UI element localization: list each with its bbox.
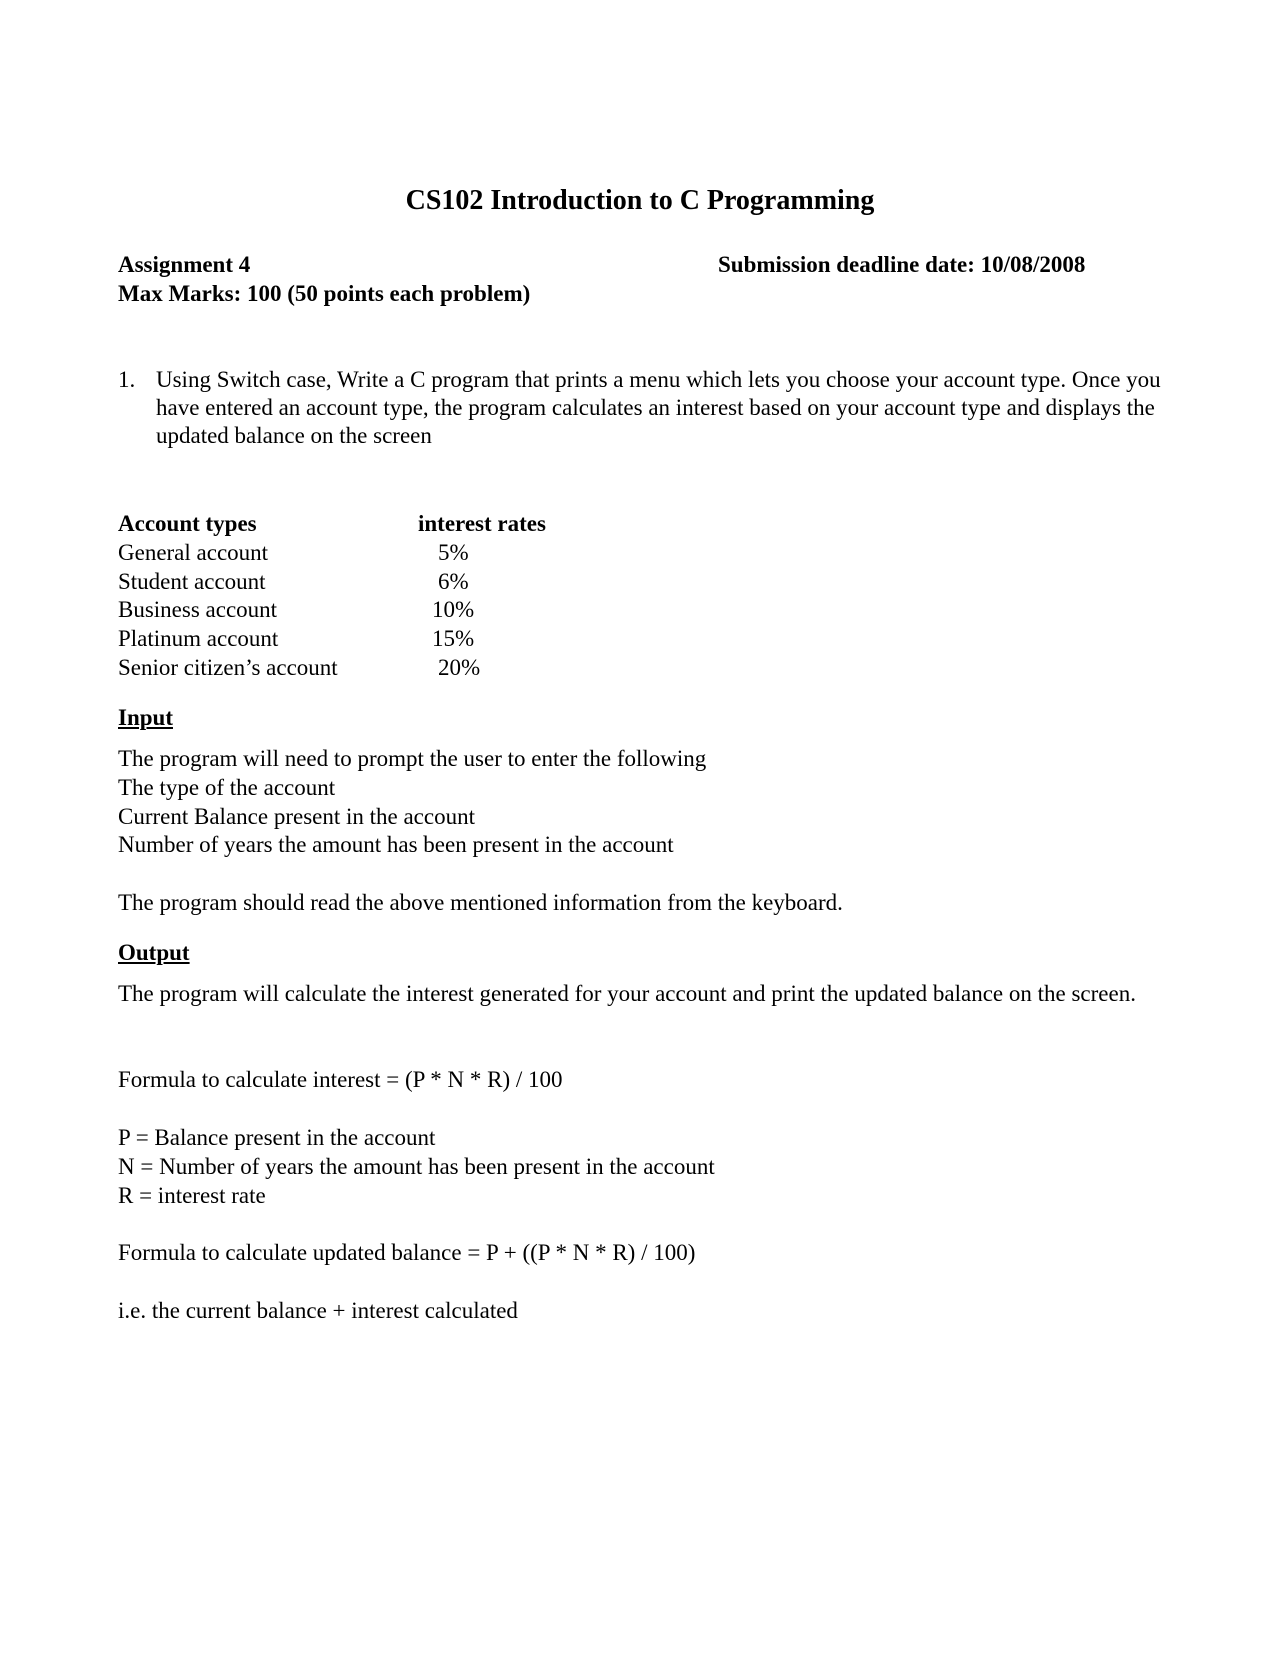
- header-interest-rates: interest rates: [418, 511, 546, 536]
- read-note: The program should read the above mentioned information from the keyboard.: [118, 890, 843, 915]
- definition-line: P = Balance present in the account: [118, 1125, 436, 1150]
- formula-balance: Formula to calculate updated balance = P + ((P * N * R) / 100): [118, 1240, 696, 1265]
- output-heading: Output: [118, 940, 190, 965]
- balance-note: i.e. the current balance + interest calculated: [118, 1298, 518, 1323]
- account-type: Senior citizen’s account: [118, 654, 338, 680]
- interest-rate: 15%: [432, 626, 475, 652]
- account-type: Business account: [118, 597, 278, 623]
- account-type: General account: [118, 539, 269, 565]
- submission-deadline: Submission deadline date: 10/08/2008: [718, 252, 1086, 277]
- problem-number: 1.: [118, 367, 136, 392]
- interest-rate: 20%: [438, 654, 481, 680]
- problem-text: Using Switch case, Write a C program that prints a menu which lets you choose your account type. Once you have entered an account type, the program calculates an interest based on your account type and displays the updated balance on the screen: [156, 367, 1161, 448]
- assignment-label: Assignment 4: [118, 252, 251, 277]
- definition-line: N = Number of years the amount has been present in the account: [118, 1153, 715, 1179]
- interest-rate: 5%: [438, 539, 469, 565]
- problem-1: [118, 366, 1168, 450]
- account-type: Platinum account: [118, 626, 279, 652]
- account-type: Student account: [118, 568, 266, 594]
- interest-rate: 10%: [432, 597, 475, 623]
- input-heading: Input: [118, 705, 173, 730]
- input-lines: [118, 745, 706, 860]
- output-description: The program will calculate the interest generated for your account and print the updated balance on the screen.: [118, 981, 1136, 1006]
- formula-interest: Formula to calculate interest = (P * N * R) / 100: [118, 1067, 563, 1092]
- input-line: Current Balance present in the account: [118, 803, 475, 829]
- definition-line: R = interest rate: [118, 1182, 266, 1208]
- document-title: CS102 Introduction to C Programming: [405, 185, 875, 216]
- input-line: Number of years the amount has been present in the account: [118, 832, 674, 858]
- input-line: The type of the account: [118, 774, 336, 800]
- max-marks: Max Marks: 100 (50 points each problem): [118, 281, 531, 306]
- formula-definitions: [118, 1124, 715, 1210]
- input-line: The program will need to prompt the user to enter the following: [118, 746, 707, 771]
- header-account-types: Account types: [118, 511, 257, 536]
- interest-rate: 6%: [438, 568, 469, 594]
